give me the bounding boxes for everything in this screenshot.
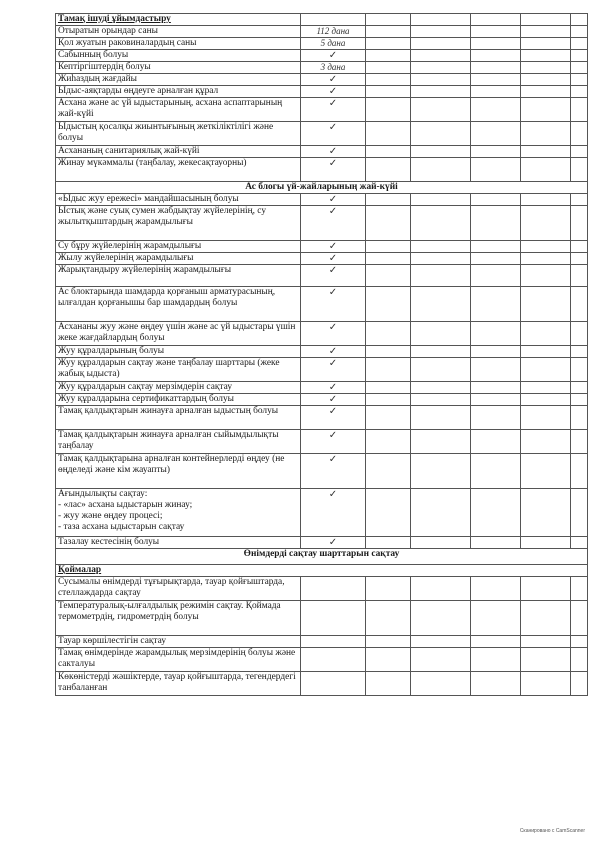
empty-cell <box>471 406 521 430</box>
empty-cell <box>411 406 471 430</box>
empty-cell <box>571 241 588 253</box>
empty-cell <box>521 50 571 62</box>
empty-cell <box>471 287 521 322</box>
table-row <box>56 253 588 265</box>
empty-cell <box>521 122 571 146</box>
table-header-row <box>56 14 588 26</box>
empty-cell <box>571 206 588 241</box>
empty-cell <box>571 158 588 182</box>
empty-cell <box>521 62 571 74</box>
empty-cell <box>471 194 521 206</box>
check-mark <box>301 672 366 696</box>
check-mark: ✓ <box>301 74 366 86</box>
empty-cell <box>471 672 521 696</box>
empty-cell <box>411 577 471 601</box>
empty-cell <box>521 206 571 241</box>
row-label: Кептіргіштердің болуы <box>56 62 301 74</box>
empty-cell <box>471 537 521 549</box>
empty-cell <box>571 358 588 382</box>
table-row <box>56 98 588 122</box>
empty-cell <box>471 358 521 382</box>
empty-cell <box>411 38 471 50</box>
table-row <box>56 489 588 537</box>
empty-cell <box>366 146 411 158</box>
empty-cell <box>571 265 588 287</box>
empty-cell <box>471 265 521 287</box>
empty-cell <box>571 394 588 406</box>
empty-cell <box>301 14 366 26</box>
empty-cell <box>571 489 588 537</box>
empty-cell <box>366 454 411 489</box>
empty-cell <box>366 358 411 382</box>
empty-cell <box>471 636 521 648</box>
row-label: Асхана және ас үй ыдыстарының, асхана аспаптарының жай-күйі <box>56 98 301 122</box>
empty-cell <box>411 672 471 696</box>
check-mark: ✓ <box>301 241 366 253</box>
subsection-header-title: Қоймалар <box>56 565 588 577</box>
row-label: Тауар көршілестігін сақтау <box>56 636 301 648</box>
empty-cell <box>521 98 571 122</box>
check-mark: ✓ <box>301 406 366 430</box>
row-label: Қол жуатын раковиналардың саны <box>56 38 301 50</box>
row-label: Сусымалы өнімдерді тұғырықтарда, тауар қойғыштарда, стеллаждарда сақтау <box>56 577 301 601</box>
table-row <box>56 265 588 287</box>
empty-cell <box>521 158 571 182</box>
table-row <box>56 50 588 62</box>
empty-cell <box>571 454 588 489</box>
empty-cell <box>411 14 471 26</box>
empty-cell <box>471 122 521 146</box>
empty-cell <box>521 26 571 38</box>
empty-cell <box>366 86 411 98</box>
empty-cell <box>571 74 588 86</box>
empty-cell <box>521 382 571 394</box>
empty-cell <box>366 322 411 346</box>
row-label: Тамақ қалдықтарын жинауға арналған ыдыстың болуы <box>56 406 301 430</box>
empty-cell <box>411 394 471 406</box>
check-mark: ✓ <box>301 322 366 346</box>
empty-cell <box>471 158 521 182</box>
empty-cell <box>366 38 411 50</box>
table-row <box>56 430 588 454</box>
check-mark: ✓ <box>301 194 366 206</box>
empty-cell <box>366 672 411 696</box>
empty-cell <box>521 489 571 537</box>
empty-cell <box>411 50 471 62</box>
table-row <box>56 62 588 74</box>
empty-cell <box>521 358 571 382</box>
table-row <box>56 358 588 382</box>
section-header-title: Ас блогы үй-жайларының жай-күйі <box>56 182 588 194</box>
empty-cell <box>366 601 411 636</box>
table-row <box>56 206 588 241</box>
empty-cell <box>366 489 411 537</box>
empty-cell <box>521 265 571 287</box>
empty-cell <box>411 74 471 86</box>
empty-cell <box>521 636 571 648</box>
empty-cell <box>411 158 471 182</box>
empty-cell <box>571 194 588 206</box>
empty-cell <box>471 86 521 98</box>
empty-cell <box>366 394 411 406</box>
table-row <box>56 322 588 346</box>
empty-cell <box>571 38 588 50</box>
empty-cell <box>366 287 411 322</box>
empty-cell <box>521 537 571 549</box>
empty-cell <box>411 648 471 672</box>
empty-cell <box>471 489 521 537</box>
empty-cell <box>411 430 471 454</box>
empty-cell <box>471 601 521 636</box>
empty-cell <box>411 454 471 489</box>
table-row <box>56 194 588 206</box>
check-mark: ✓ <box>301 382 366 394</box>
empty-cell <box>411 86 471 98</box>
empty-cell <box>471 26 521 38</box>
check-mark: 5 дана <box>301 38 366 50</box>
check-mark: ✓ <box>301 394 366 406</box>
row-label: Ыдыс-аяқтарды өңдеуге арналған құрал <box>56 86 301 98</box>
row-label: Ағындылықты сақтау: - «лас» асхана ыдыстарын жинау; - жуу және өңдеу процесі; - таза асхана ыдыстарын сақтау <box>56 489 301 537</box>
empty-cell <box>571 322 588 346</box>
table-row <box>56 74 588 86</box>
table-title: Тамақ ішуді ұйымдастыру <box>56 14 301 26</box>
empty-cell <box>521 38 571 50</box>
check-mark: ✓ <box>301 265 366 287</box>
row-label: Тамақ қалдықтарын жинауға арналған сыйымдылықты таңбалау <box>56 430 301 454</box>
empty-cell <box>411 146 471 158</box>
row-label: Ас блоктарында шамдарда қорғаныш арматурасының, ылғалдан қорғанышы бар шамдардың болуы <box>56 287 301 322</box>
empty-cell <box>366 406 411 430</box>
empty-cell <box>521 194 571 206</box>
check-mark: ✓ <box>301 206 366 241</box>
empty-cell <box>411 346 471 358</box>
row-label: Жуу құралдарының болуы <box>56 346 301 358</box>
table-row <box>56 287 588 322</box>
empty-cell <box>366 194 411 206</box>
empty-cell <box>571 648 588 672</box>
inspection-table <box>55 13 588 696</box>
check-mark: 112 дана <box>301 26 366 38</box>
empty-cell <box>411 322 471 346</box>
empty-cell <box>366 636 411 648</box>
check-mark: ✓ <box>301 489 366 537</box>
row-label: Көкөністерді жәшіктерде, тауар қойғыштарда, тегендердегі танбаланған <box>56 672 301 696</box>
empty-cell <box>366 122 411 146</box>
empty-cell <box>521 346 571 358</box>
table-row <box>56 537 588 549</box>
empty-cell <box>471 98 521 122</box>
check-mark: ✓ <box>301 430 366 454</box>
empty-cell <box>571 430 588 454</box>
empty-cell <box>471 146 521 158</box>
empty-cell <box>571 122 588 146</box>
section-header <box>56 549 588 565</box>
table-row <box>56 601 588 636</box>
empty-cell <box>411 241 471 253</box>
empty-cell <box>471 577 521 601</box>
empty-cell <box>471 14 521 26</box>
table-row <box>56 636 588 648</box>
empty-cell <box>571 346 588 358</box>
empty-cell <box>366 50 411 62</box>
table-row <box>56 672 588 696</box>
check-mark <box>301 601 366 636</box>
table-row <box>56 648 588 672</box>
empty-cell <box>411 265 471 287</box>
empty-cell <box>521 430 571 454</box>
empty-cell <box>411 601 471 636</box>
empty-cell <box>471 394 521 406</box>
empty-cell <box>411 382 471 394</box>
section-header-title: Өнімдерді сақтау шарттарын сақтау <box>56 549 588 565</box>
row-label: Жарықтандыру жүйелерінің жарамдылығы <box>56 265 301 287</box>
check-mark: ✓ <box>301 98 366 122</box>
empty-cell <box>471 62 521 74</box>
empty-cell <box>366 382 411 394</box>
row-label: Отыратын орындар саны <box>56 26 301 38</box>
row-label: Жуу құралдарын сақтау мерзімдерін сақтау <box>56 382 301 394</box>
empty-cell <box>521 287 571 322</box>
table-row <box>56 26 588 38</box>
empty-cell <box>571 406 588 430</box>
empty-cell <box>571 253 588 265</box>
row-label: Сабынның болуы <box>56 50 301 62</box>
check-mark: ✓ <box>301 146 366 158</box>
empty-cell <box>471 206 521 241</box>
empty-cell <box>366 537 411 549</box>
empty-cell <box>521 394 571 406</box>
empty-cell <box>521 601 571 636</box>
row-label: Су бұру жүйелерінің жарамдылығы <box>56 241 301 253</box>
empty-cell <box>571 537 588 549</box>
check-mark <box>301 577 366 601</box>
row-label: Жиһаздың жағдайы <box>56 74 301 86</box>
empty-cell <box>471 50 521 62</box>
empty-cell <box>571 287 588 322</box>
check-mark: ✓ <box>301 253 366 265</box>
empty-cell <box>366 346 411 358</box>
table-row <box>56 158 588 182</box>
empty-cell <box>471 454 521 489</box>
table-row <box>56 122 588 146</box>
empty-cell <box>521 672 571 696</box>
empty-cell <box>521 14 571 26</box>
empty-cell <box>411 26 471 38</box>
empty-cell <box>471 253 521 265</box>
empty-cell <box>366 241 411 253</box>
scanner-watermark: Сканировано с CamScanner <box>519 828 585 834</box>
empty-cell <box>366 577 411 601</box>
empty-cell <box>571 382 588 394</box>
table-row <box>56 241 588 253</box>
empty-cell <box>411 194 471 206</box>
check-mark: ✓ <box>301 122 366 146</box>
empty-cell <box>471 382 521 394</box>
check-mark: ✓ <box>301 537 366 549</box>
row-label: Температуралық-ылғалдылық режимін сақтау. Қоймада термометрдің, гидрометрдің болуы <box>56 601 301 636</box>
table-row <box>56 38 588 50</box>
empty-cell <box>471 322 521 346</box>
empty-cell <box>521 648 571 672</box>
check-mark: ✓ <box>301 358 366 382</box>
empty-cell <box>521 86 571 98</box>
empty-cell <box>366 648 411 672</box>
empty-cell <box>571 672 588 696</box>
check-mark: ✓ <box>301 346 366 358</box>
empty-cell <box>366 98 411 122</box>
empty-cell <box>571 601 588 636</box>
row-label: Жуу құралдарына сертификаттардың болуы <box>56 394 301 406</box>
check-mark <box>301 636 366 648</box>
empty-cell <box>366 62 411 74</box>
empty-cell <box>571 62 588 74</box>
empty-cell <box>366 206 411 241</box>
table-row <box>56 346 588 358</box>
empty-cell <box>411 206 471 241</box>
empty-cell <box>571 86 588 98</box>
check-mark: ✓ <box>301 50 366 62</box>
empty-cell <box>471 241 521 253</box>
empty-cell <box>366 158 411 182</box>
check-mark <box>301 648 366 672</box>
row-label: Тамақ қалдықтарына арналған контейнерлерді өңдеу (не өңделеді және кім жауапты) <box>56 454 301 489</box>
empty-cell <box>571 636 588 648</box>
empty-cell <box>571 146 588 158</box>
table-row <box>56 394 588 406</box>
empty-cell <box>521 146 571 158</box>
table-row <box>56 454 588 489</box>
empty-cell <box>411 358 471 382</box>
empty-cell <box>571 50 588 62</box>
table-row <box>56 146 588 158</box>
empty-cell <box>471 346 521 358</box>
row-label: Жинау мүкәммалы (таңбалау, жекесақтауорны) <box>56 158 301 182</box>
empty-cell <box>521 406 571 430</box>
empty-cell <box>571 577 588 601</box>
empty-cell <box>411 98 471 122</box>
empty-cell <box>411 636 471 648</box>
empty-cell <box>521 454 571 489</box>
empty-cell <box>411 489 471 537</box>
row-label: Ыстық және суық сумен жабдықтау жүйелерінің, су жылытқыштардың жарамдылығы <box>56 206 301 241</box>
empty-cell <box>471 430 521 454</box>
empty-cell <box>366 430 411 454</box>
empty-cell <box>521 253 571 265</box>
row-label: «Ыдыс жуу ережесі» мандайшасының болуы <box>56 194 301 206</box>
check-mark: ✓ <box>301 287 366 322</box>
empty-cell <box>521 241 571 253</box>
table-row <box>56 86 588 98</box>
empty-cell <box>366 265 411 287</box>
empty-cell <box>471 38 521 50</box>
empty-cell <box>366 26 411 38</box>
empty-cell <box>571 26 588 38</box>
empty-cell <box>366 74 411 86</box>
empty-cell <box>366 14 411 26</box>
check-mark: ✓ <box>301 86 366 98</box>
empty-cell <box>571 14 588 26</box>
empty-cell <box>571 98 588 122</box>
row-label: Жуу құралдарын сақтау және таңбалау шарттары (жеке жабық ыдыста) <box>56 358 301 382</box>
table-row <box>56 406 588 430</box>
section-header <box>56 182 588 194</box>
check-mark: ✓ <box>301 158 366 182</box>
empty-cell <box>521 322 571 346</box>
check-mark: 3 дана <box>301 62 366 74</box>
row-label: Ыдыстың қосалқы жиынтығының жеткіліктілігі және болуы <box>56 122 301 146</box>
empty-cell <box>366 253 411 265</box>
empty-cell <box>521 577 571 601</box>
empty-cell <box>411 253 471 265</box>
subsection-header <box>56 565 588 577</box>
empty-cell <box>411 62 471 74</box>
table-row <box>56 577 588 601</box>
empty-cell <box>411 122 471 146</box>
row-label: Жылу жүйелерінің жарамдылығы <box>56 253 301 265</box>
row-label: Тазалау кестесінің болуы <box>56 537 301 549</box>
row-label: Асхананы жуу және өңдеу үшін және ас үй ыдыстары үшін жеке жағдайлардың болуы <box>56 322 301 346</box>
empty-cell <box>471 74 521 86</box>
empty-cell <box>471 648 521 672</box>
table-row <box>56 382 588 394</box>
empty-cell <box>411 537 471 549</box>
empty-cell <box>411 287 471 322</box>
row-label: Тамақ өнімдерінде жарамдылық мерзімдерінің болуы және сакталуы <box>56 648 301 672</box>
row-label: Асхананың санитариялық жай-күйі <box>56 146 301 158</box>
empty-cell <box>521 74 571 86</box>
check-mark: ✓ <box>301 454 366 489</box>
